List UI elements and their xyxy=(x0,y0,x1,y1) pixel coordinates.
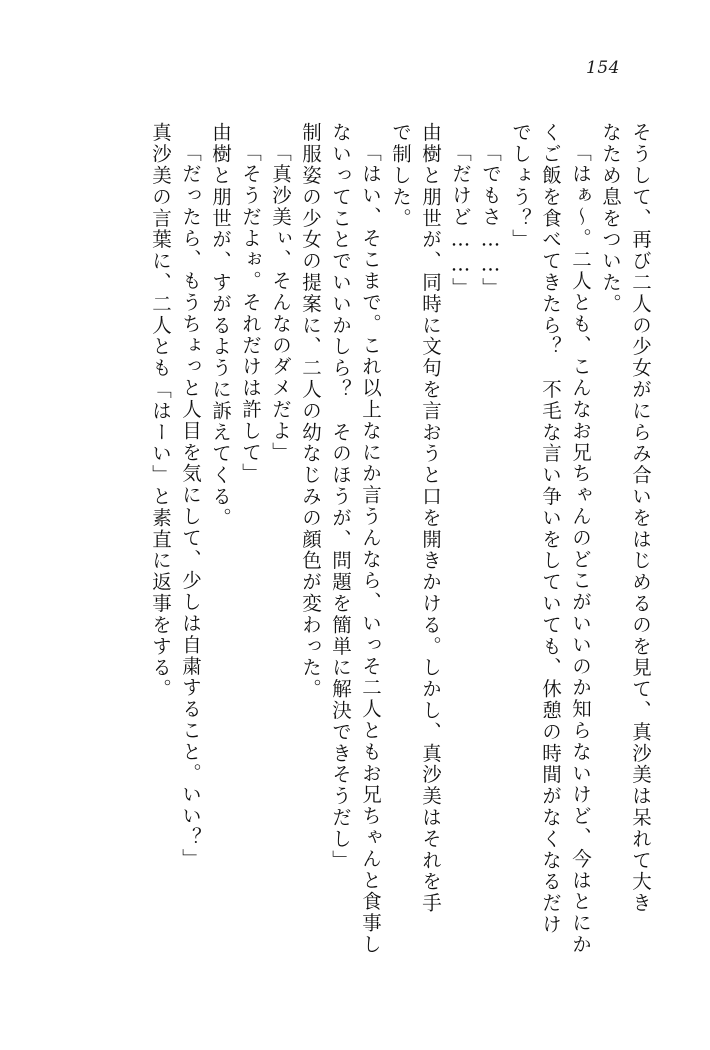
text-column: 「だったら、もうちょっと人目を気にして、少しは自粛すること。いい？」 xyxy=(179,142,202,870)
text-column: くご飯を食べてきたら？ 不毛な言い争いをしていても、休憩の時間がなくなるだけ xyxy=(539,122,562,936)
text-column: 「だけど……」 xyxy=(449,142,472,299)
text-column: なため息をついた。 xyxy=(599,122,622,315)
text-column: 「はぁ～。二人とも、こんなお兄ちゃんのどこがいいのか知らないけど、今はとにか xyxy=(569,142,592,956)
text-column: で制した。 xyxy=(389,122,412,229)
text-column: でしょう？」 xyxy=(509,122,532,251)
vertical-text-block xyxy=(60,122,650,1002)
text-column: 「真沙美ぃ、そんなのダメだよ」 xyxy=(269,142,292,463)
page-number: 154 xyxy=(586,58,620,78)
text-column: 「でもさ……」 xyxy=(479,142,502,299)
text-column: 制服姿の少女の提案に、二人の幼なじみの顔色が変わった。 xyxy=(299,122,322,700)
text-column: 真沙美の言葉に、二人とも「はーい」と素直に返事をする。 xyxy=(149,122,172,700)
text-column: ないってことでいいかしら？ そのほうが、問題を簡単に解決できそうだし」 xyxy=(329,122,352,871)
text-column: 「そうだよぉ。それだけは許して」 xyxy=(239,142,262,485)
text-column: 由樹と朋世が、同時に文句を言おうと口を開きかける。しかし、真沙美はそれを手 xyxy=(419,122,442,914)
text-column: 「はい、そこまで。これ以上なにか言うんなら、いっそ二人ともお兄ちゃんと食事し xyxy=(359,142,382,956)
text-column: 由樹と朋世が、すがるように訴えてくる。 xyxy=(209,122,232,529)
text-column: そうして、再び二人の少女がにらみ合いをはじめるのを見て、真沙美は呆れて大き xyxy=(629,122,652,914)
